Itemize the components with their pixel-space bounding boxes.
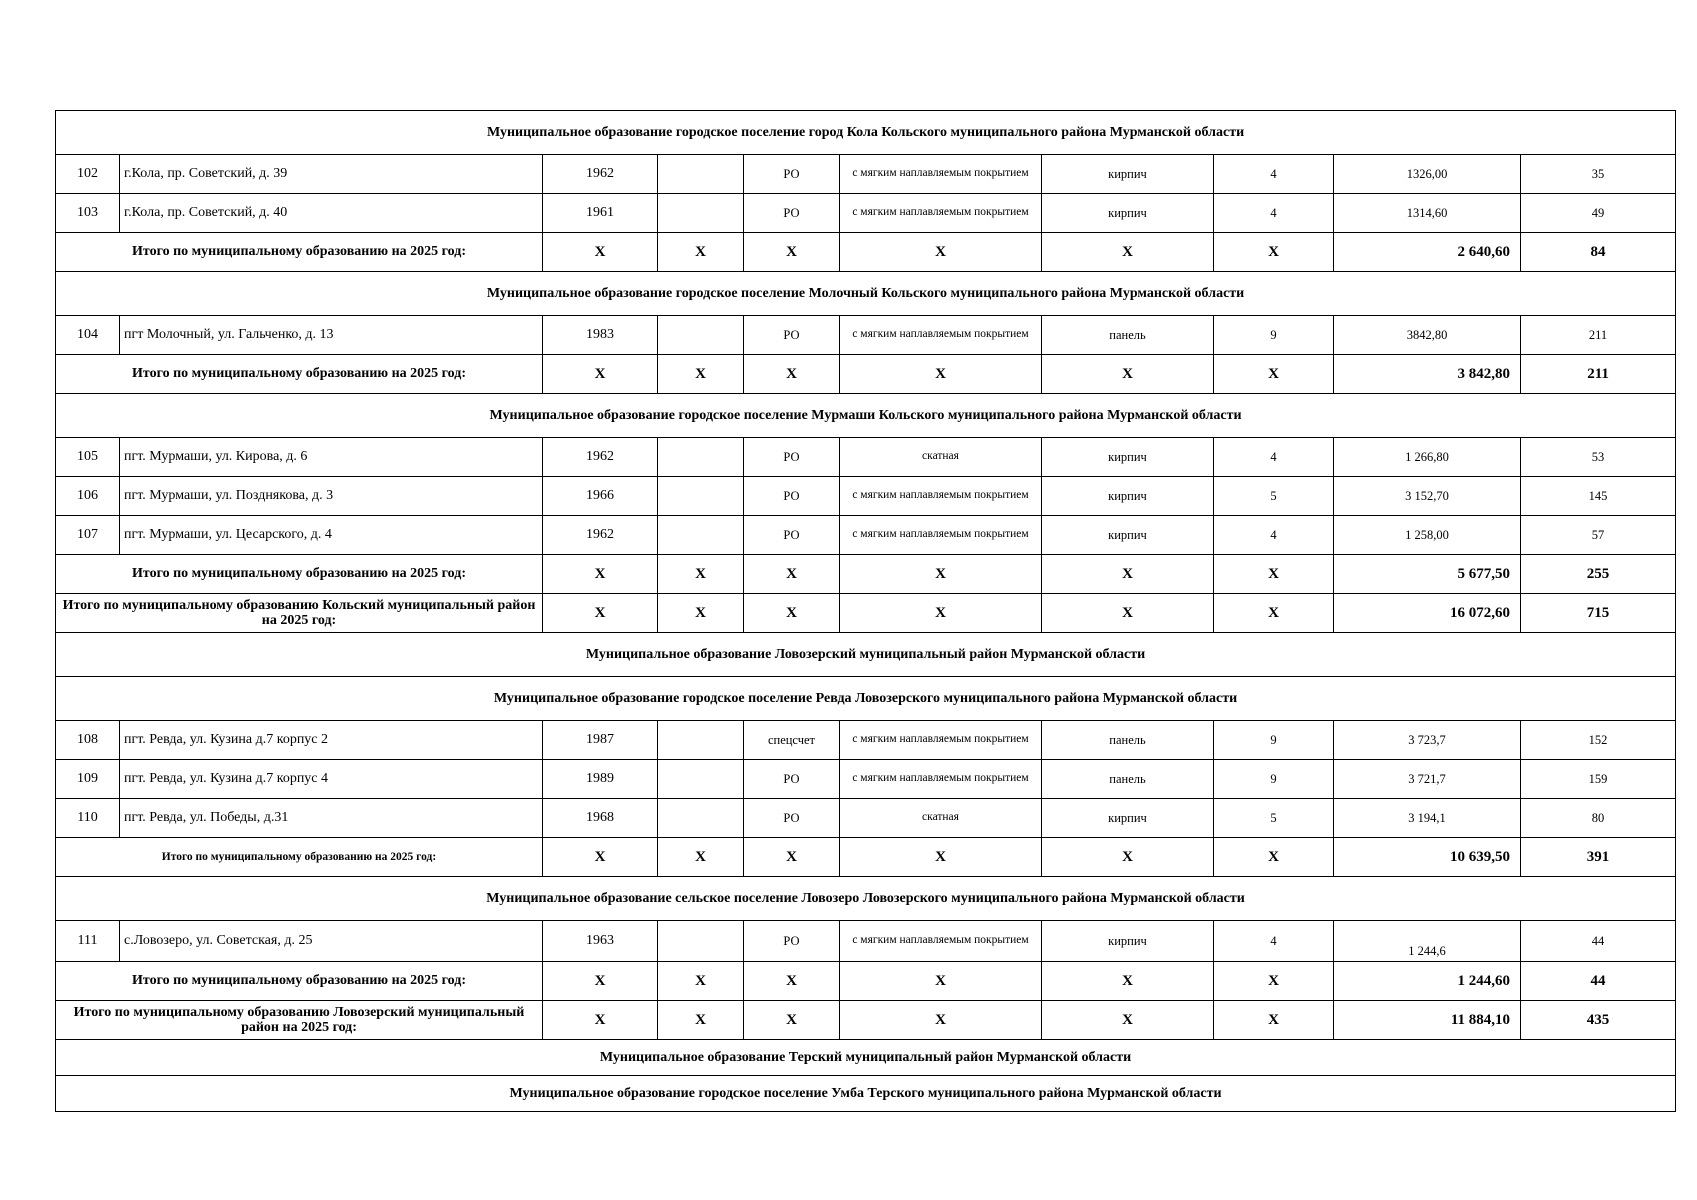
x-mark: X [658,355,744,394]
row-area: 3 152,70 [1334,477,1521,516]
section-header-row [56,677,1676,721]
row-residents: 44 [1521,921,1676,962]
row-floors: 9 [1214,760,1334,799]
row-number: 106 [56,477,120,516]
row-fund: РО [744,760,840,799]
x-mark: X [1042,594,1214,633]
x-mark: X [840,594,1042,633]
row-residents: 57 [1521,516,1676,555]
row-roof: с мягким наплавляемым покрытием [840,477,1042,516]
x-mark: X [543,355,658,394]
total-row [56,962,1676,1001]
x-mark: X [744,594,840,633]
x-mark: X [658,838,744,877]
row-wall: кирпич [1042,194,1214,233]
table-body [56,111,1676,1112]
total-label: Итого по муниципальному образованию Кольский муниципальный район на 2025 год: [56,594,543,633]
row-number: 105 [56,438,120,477]
total-row [56,838,1676,877]
total-row [56,355,1676,394]
x-mark: X [543,962,658,1001]
total-area: 3 842,80 [1334,355,1521,394]
total-area: 5 677,50 [1334,555,1521,594]
total-label: Итого по муниципальному образованию Ловозерский муниципальный район на 2025 год: [56,1001,543,1040]
total-area: 1 244,60 [1334,962,1521,1001]
x-mark: X [840,355,1042,394]
x-mark: X [1214,838,1334,877]
row-fund: РО [744,316,840,355]
row-year: 1987 [543,721,658,760]
row-address: пгт. Ревда, ул. Кузина д.7 корпус 2 [120,721,543,760]
row-address: пгт. Мурмаши, ул. Позднякова, д. 3 [120,477,543,516]
total-row [56,1001,1676,1040]
row-year: 1983 [543,316,658,355]
row-floors: 4 [1214,155,1334,194]
row-fund: РО [744,194,840,233]
x-mark: X [1042,838,1214,877]
row-year: 1966 [543,477,658,516]
row-floors: 9 [1214,316,1334,355]
row-area: 3 721,7 [1334,760,1521,799]
total-area: 16 072,60 [1334,594,1521,633]
x-mark: X [744,555,840,594]
row-floors: 5 [1214,477,1334,516]
row-wall: кирпич [1042,477,1214,516]
x-mark: X [658,594,744,633]
x-mark: X [744,838,840,877]
row-roof: с мягким наплавляемым покрытием [840,921,1042,962]
row-col4 [658,760,744,799]
row-year: 1963 [543,921,658,962]
row-residents: 53 [1521,438,1676,477]
row-address: г.Кола, пр. Советский, д. 39 [120,155,543,194]
row-number: 108 [56,721,120,760]
row-year: 1962 [543,155,658,194]
row-area: 3 723,7 [1334,721,1521,760]
row-wall: панель [1042,760,1214,799]
row-roof: скатная [840,438,1042,477]
x-mark: X [658,555,744,594]
table-row [56,516,1676,555]
row-area: 3 194,1 [1334,799,1521,838]
section-header-row [56,394,1676,438]
x-mark: X [658,962,744,1001]
x-mark: X [1214,355,1334,394]
row-fund: спецсчет [744,721,840,760]
total-area: 2 640,60 [1334,233,1521,272]
x-mark: X [840,838,1042,877]
row-address: пгт. Ревда, ул. Победы, д.31 [120,799,543,838]
table-row [56,799,1676,838]
row-number: 111 [56,921,120,962]
row-residents: 145 [1521,477,1676,516]
section-header-row [56,272,1676,316]
section-header-row [56,111,1676,155]
row-address: пгт. Ревда, ул. Кузина д.7 корпус 4 [120,760,543,799]
total-residents: 391 [1521,838,1676,877]
row-col4 [658,516,744,555]
total-residents: 44 [1521,962,1676,1001]
x-mark: X [840,1001,1042,1040]
row-residents: 35 [1521,155,1676,194]
row-residents: 159 [1521,760,1676,799]
row-wall: кирпич [1042,921,1214,962]
total-area: 10 639,50 [1334,838,1521,877]
x-mark: X [744,233,840,272]
row-fund: РО [744,516,840,555]
row-number: 110 [56,799,120,838]
row-address: пгт Молочный, ул. Гальченко, д. 13 [120,316,543,355]
total-area: 11 884,10 [1334,1001,1521,1040]
row-area: 1314,60 [1334,194,1521,233]
x-mark: X [744,962,840,1001]
x-mark: X [1214,555,1334,594]
row-fund: РО [744,438,840,477]
table-row [56,477,1676,516]
housing-table [55,110,1676,1112]
x-mark: X [744,1001,840,1040]
row-fund: РО [744,477,840,516]
row-floors: 5 [1214,799,1334,838]
x-mark: X [744,355,840,394]
x-mark: X [658,233,744,272]
total-residents: 84 [1521,233,1676,272]
total-row [56,594,1676,633]
x-mark: X [543,838,658,877]
total-label: Итого по муниципальному образованию на 2025 год: [56,838,543,877]
row-wall: кирпич [1042,799,1214,838]
section-header-row [56,633,1676,677]
total-residents: 435 [1521,1001,1676,1040]
x-mark: X [1042,555,1214,594]
row-number: 102 [56,155,120,194]
table-row [56,921,1676,962]
row-col4 [658,194,744,233]
x-mark: X [840,555,1042,594]
row-wall: кирпич [1042,516,1214,555]
total-label: Итого по муниципальному образованию на 2025 год: [56,962,543,1001]
total-label: Итого по муниципальному образованию на 2025 год: [56,355,543,394]
x-mark: X [543,594,658,633]
row-floors: 4 [1214,438,1334,477]
row-residents: 80 [1521,799,1676,838]
total-label: Итого по муниципальному образованию на 2025 год: [56,233,543,272]
section-header: Муниципальное образование городское поселение Ревда Ловозерского муниципального района Мурманской области [56,677,1676,721]
table-row [56,194,1676,233]
row-residents: 152 [1521,721,1676,760]
row-address: пгт. Мурмаши, ул. Цесарского, д. 4 [120,516,543,555]
table-row [56,155,1676,194]
row-col4 [658,438,744,477]
section-header-row [56,1040,1676,1076]
row-address: г.Кола, пр. Советский, д. 40 [120,194,543,233]
x-mark: X [1214,594,1334,633]
section-header: Муниципальное образование городское поселение Умба Терского муниципального района Мурманской области [56,1076,1676,1112]
total-residents: 255 [1521,555,1676,594]
row-roof: с мягким наплавляемым покрытием [840,516,1042,555]
table-row [56,760,1676,799]
row-number: 109 [56,760,120,799]
row-floors: 4 [1214,921,1334,962]
row-wall: панель [1042,316,1214,355]
table-row [56,721,1676,760]
row-col4 [658,799,744,838]
row-col4 [658,316,744,355]
row-col4 [658,477,744,516]
row-floors: 4 [1214,194,1334,233]
section-header-row [56,1076,1676,1112]
section-header: Муниципальное образование городское поселение город Кола Кольского муниципального района Мурманской области [56,111,1676,155]
x-mark: X [1214,962,1334,1001]
x-mark: X [1214,1001,1334,1040]
x-mark: X [1042,233,1214,272]
section-header-row [56,877,1676,921]
x-mark: X [543,555,658,594]
total-row [56,233,1676,272]
row-area: 3842,80 [1334,316,1521,355]
row-year: 1989 [543,760,658,799]
x-mark: X [1042,962,1214,1001]
row-wall: панель [1042,721,1214,760]
table-row [56,316,1676,355]
total-residents: 715 [1521,594,1676,633]
row-wall: кирпич [1042,438,1214,477]
row-number: 103 [56,194,120,233]
x-mark: X [658,1001,744,1040]
x-mark: X [543,1001,658,1040]
row-wall: кирпич [1042,155,1214,194]
total-label: Итого по муниципальному образованию на 2025 год: [56,555,543,594]
row-year: 1962 [543,516,658,555]
total-residents: 211 [1521,355,1676,394]
row-col4 [658,155,744,194]
x-mark: X [1042,1001,1214,1040]
row-area: 1326,00 [1334,155,1521,194]
x-mark: X [840,233,1042,272]
row-address: пгт. Мурмаши, ул. Кирова, д. 6 [120,438,543,477]
row-area: 1 266,80 [1334,438,1521,477]
row-year: 1961 [543,194,658,233]
section-header: Муниципальное образование Терский муниципальный район Мурманской области [56,1040,1676,1076]
row-col4 [658,921,744,962]
row-number: 104 [56,316,120,355]
section-header: Муниципальное образование городское поселение Молочный Кольского муниципального района Мурманской области [56,272,1676,316]
register-sheet [55,110,1675,1112]
table-row [56,438,1676,477]
row-roof: с мягким наплавляемым покрытием [840,155,1042,194]
row-address: с.Ловозеро, ул. Советская, д. 25 [120,921,543,962]
row-floors: 4 [1214,516,1334,555]
row-col4 [658,721,744,760]
section-header: Муниципальное образование сельское поселение Ловозеро Ловозерского муниципального района Мурманской области [56,877,1676,921]
total-row [56,555,1676,594]
row-area: 1 258,00 [1334,516,1521,555]
row-year: 1962 [543,438,658,477]
row-year: 1968 [543,799,658,838]
x-mark: X [1042,355,1214,394]
section-header: Муниципальное образование городское поселение Мурмаши Кольского муниципального района Мурманской области [56,394,1676,438]
row-residents: 211 [1521,316,1676,355]
row-roof: с мягким наплавляемым покрытием [840,721,1042,760]
row-fund: РО [744,155,840,194]
row-roof: с мягким наплавляемым покрытием [840,760,1042,799]
row-roof: скатная [840,799,1042,838]
x-mark: X [543,233,658,272]
row-residents: 49 [1521,194,1676,233]
row-number: 107 [56,516,120,555]
row-roof: с мягким наплавляемым покрытием [840,316,1042,355]
x-mark: X [840,962,1042,1001]
x-mark: X [1214,233,1334,272]
row-floors: 9 [1214,721,1334,760]
row-fund: РО [744,921,840,962]
section-header: Муниципальное образование Ловозерский муниципальный район Мурманской области [56,633,1676,677]
row-fund: РО [744,799,840,838]
row-area: 1 244,6 [1334,921,1521,962]
row-roof: с мягким наплавляемым покрытием [840,194,1042,233]
